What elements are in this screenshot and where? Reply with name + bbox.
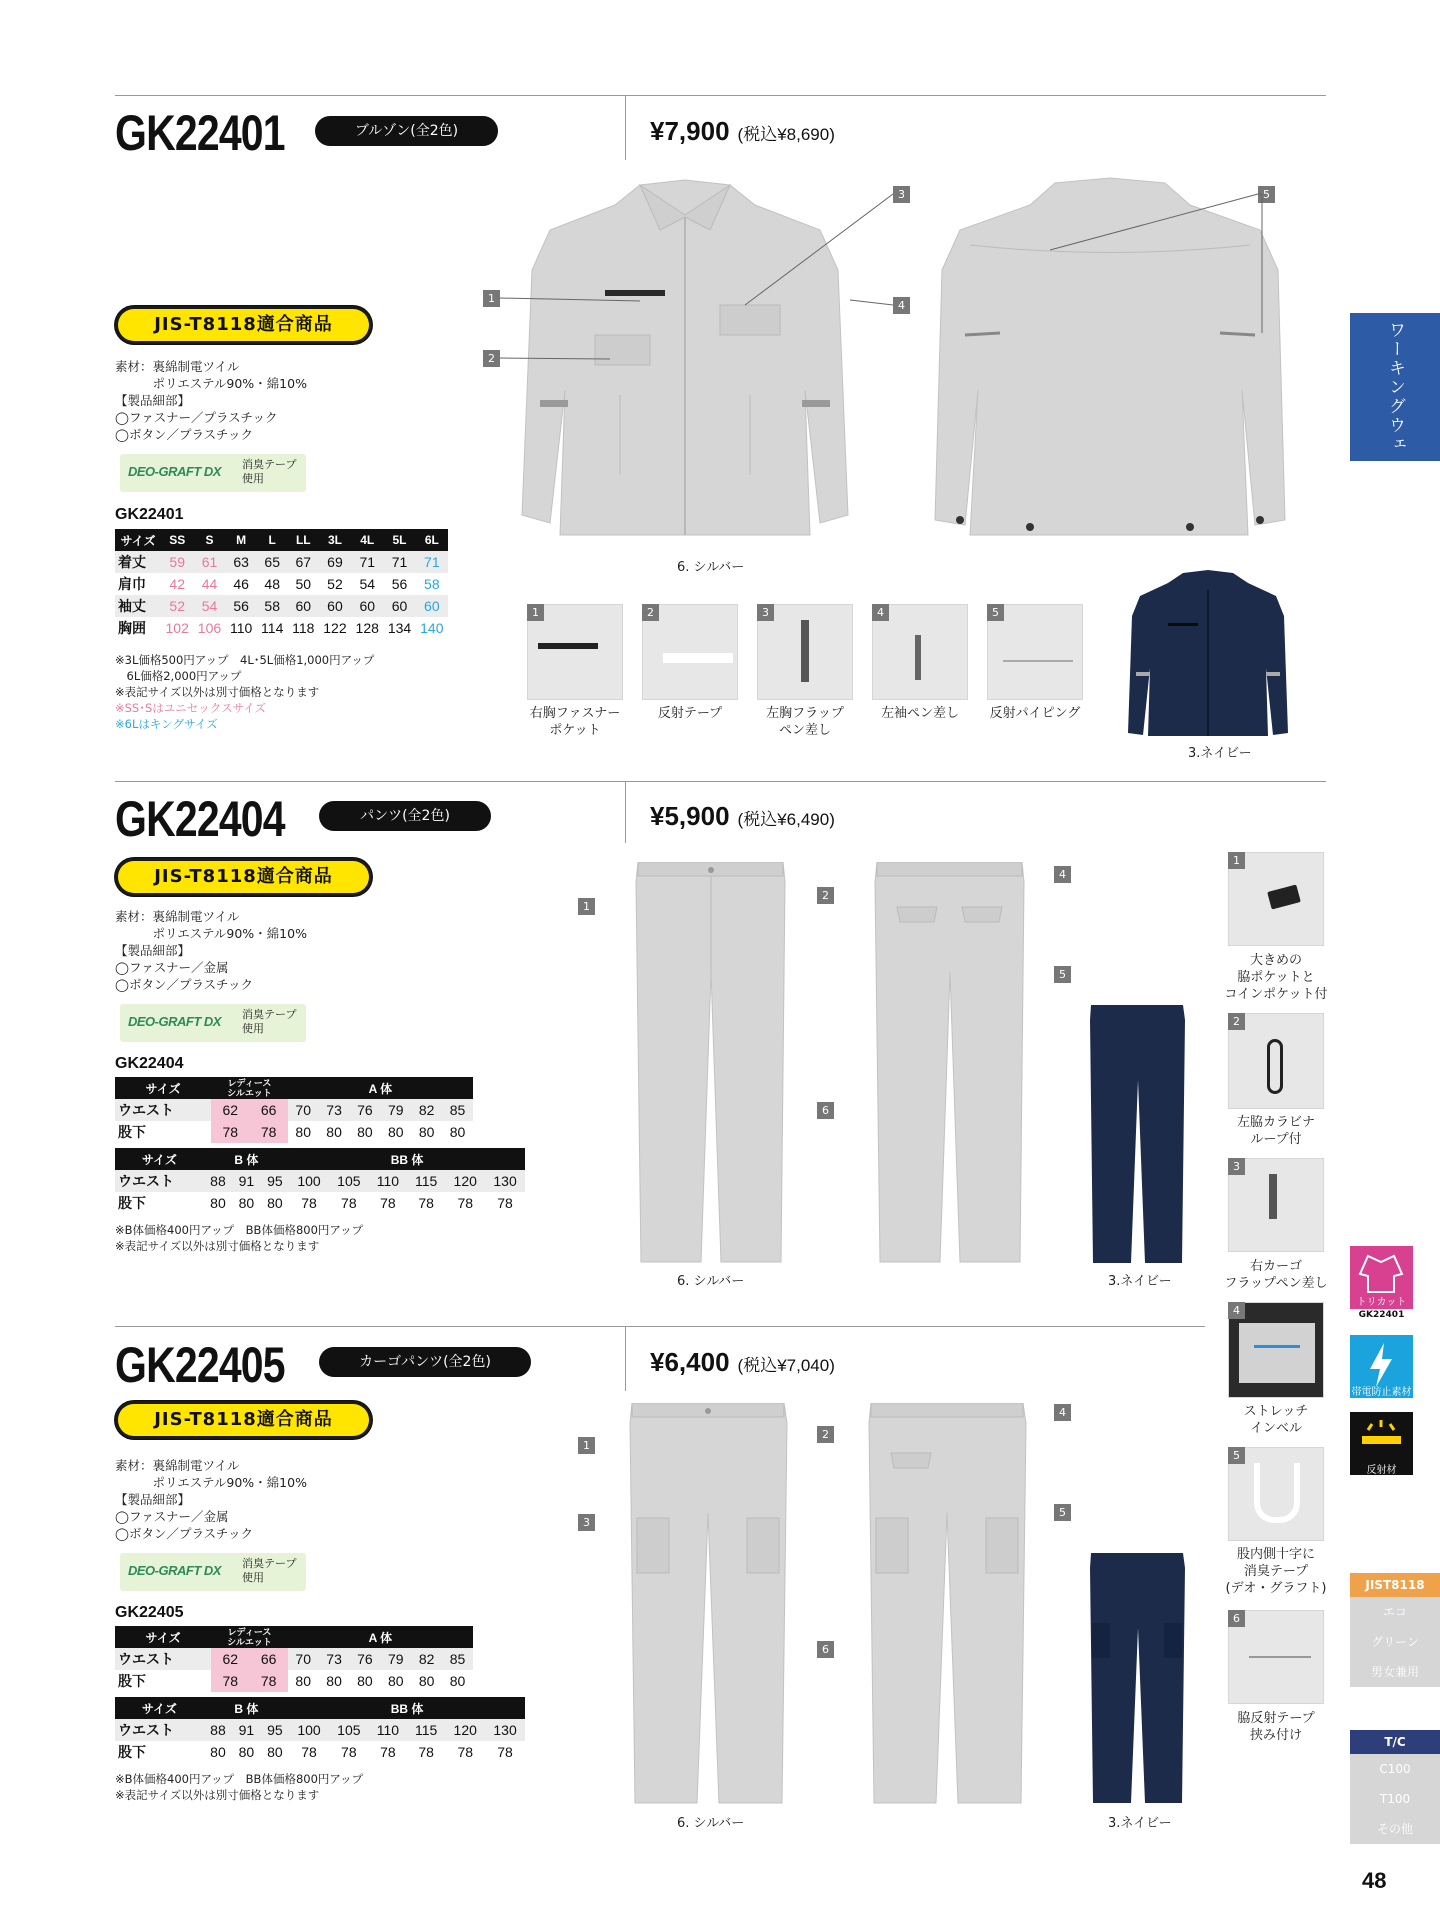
pants-b-size-table: サイズ B 体 BB 体 ウエスト 88 91 95 100 105 110 115 120 130 股下 80 80 80 78 78 78 78 78 78 bbox=[115, 1148, 525, 1214]
detail-caption: 脇反射テープ 挟み付け bbox=[1237, 1711, 1315, 1743]
detail-caption: 右カーゴ フラップペン差し bbox=[1224, 1259, 1328, 1291]
product-code: GK22401 bbox=[115, 105, 285, 161]
color-label: 6. シルバー bbox=[677, 1274, 745, 1289]
detail-caption: 左胸フラップ ペン差し bbox=[766, 706, 844, 738]
color-label: 6. シルバー bbox=[677, 560, 745, 575]
page-number: 48 bbox=[1362, 1868, 1387, 1893]
pants-back-photo bbox=[872, 862, 1027, 1267]
cargo-a-size-table: サイズ レディース シルエット A 体 ウエスト 62 66 70 73 76 79 82 85 股下 78 78 80 80 80 80 80 80 bbox=[115, 1626, 473, 1692]
detail-caption: 左脇カラビナ ループ付 bbox=[1236, 1115, 1315, 1147]
spec-tab-group: エコ グリーン 男女兼用 bbox=[1350, 1597, 1440, 1687]
detail-caption: 反射パイピング bbox=[989, 706, 1081, 721]
table-row: ウエスト 62 66 70 73 76 79 82 85 bbox=[115, 1648, 473, 1670]
product-type-pill: パンツ(全2色) bbox=[319, 801, 491, 831]
detail-caption: 右胸ファスナー ポケット bbox=[529, 706, 621, 738]
color-label: 6. シルバー bbox=[677, 1816, 745, 1831]
pants-front-photo bbox=[633, 862, 788, 1267]
product-type-pill: カーゴパンツ(全2色) bbox=[319, 1347, 531, 1377]
table-row: 袖丈 52 54 56 58 60 60 60 60 60 bbox=[115, 595, 448, 617]
deo-graft-logo: DEO-GRAFT DX bbox=[128, 1563, 221, 1578]
spec-tab-group: C100 T100 その他 bbox=[1350, 1754, 1440, 1844]
deo-graft-badge: DEO-GRAFT DX 消臭テープ 使用 bbox=[120, 454, 306, 492]
table-row: 股下 80 80 80 78 78 78 78 78 78 bbox=[118, 1744, 513, 1760]
table-row: ウエスト 88 91 95 100 105 110 115 120 130 bbox=[115, 1719, 525, 1741]
size-notes: ※B体価格400円アップ BB体価格800円アップ ※表記サイズ以外は別寸価格となります bbox=[115, 1772, 364, 1802]
detail-caption: 股内側十字に 消臭テープ (デオ・グラフト) bbox=[1225, 1547, 1327, 1596]
detail-caption: 左袖ペン差し bbox=[880, 706, 959, 721]
detail-caption: ストレッチ インベル bbox=[1243, 1404, 1309, 1436]
detail-caption: 大きめの 脇ポケットと コインポケット付 bbox=[1224, 953, 1328, 1002]
price: ¥6,400 (税込¥7,040) bbox=[650, 1347, 835, 1377]
size-table-title: GK22401 bbox=[115, 506, 184, 523]
jis-badge: JIS-T8118適合商品 bbox=[115, 858, 372, 896]
pants-navy-photo bbox=[1088, 1005, 1186, 1267]
callout-5: 5 bbox=[1258, 186, 1275, 203]
table-row: 肩巾 42 44 46 48 50 52 54 56 58 bbox=[118, 576, 440, 592]
table-row: ウエスト 88 91 95 100 105 110 115 120 130 bbox=[115, 1170, 525, 1192]
jis-badge: JIS-T8118適合商品 bbox=[115, 306, 372, 344]
jacket-navy-photo bbox=[1128, 568, 1288, 738]
size-table-title: GK22405 bbox=[115, 1604, 184, 1621]
detail-caption: 反射テープ bbox=[657, 706, 723, 721]
material-info: 素材：裏綿制電ツイル ポリエステル90%・綿10% 【製品細部】 ◯ファスナー／プラスチック ◯ボタン／プラスチック bbox=[115, 359, 307, 442]
color-label: 3.ネイビー bbox=[1108, 1816, 1172, 1831]
color-label: 3.ネイビー bbox=[1188, 746, 1252, 761]
deo-graft-logo: DEO-GRAFT DX bbox=[128, 464, 221, 479]
table-row: 股下 78 78 80 80 80 80 80 80 bbox=[115, 1121, 473, 1143]
product-type-pill: ブルゾン(全2色) bbox=[315, 116, 498, 146]
cargo-back-photo bbox=[866, 1403, 1028, 1808]
pants-a-size-table: サイズ レディース シルエット A 体 ウエスト 62 66 70 73 76 79 82 85 股下 78 78 80 80 80 80 80 80 bbox=[115, 1077, 473, 1143]
spec-tab-jis: JIST8118 bbox=[1350, 1573, 1440, 1597]
jis-badge: JIS-T8118適合商品 bbox=[115, 1401, 372, 1439]
price: ¥5,900 (税込¥6,490) bbox=[650, 801, 835, 831]
product-code: GK22405 bbox=[115, 1337, 285, 1393]
callout-4: 4 bbox=[893, 297, 910, 314]
cargo-front-photo bbox=[627, 1403, 789, 1808]
material-info: 素材：裏綿制電ツイル ポリエステル90%・綿10% 【製品細部】 ◯ファスナー／金属 ◯ボタン／プラスチック bbox=[115, 1458, 307, 1541]
color-label: 3.ネイビー bbox=[1108, 1274, 1172, 1289]
callout-1: 1 bbox=[483, 290, 500, 307]
size-table-title: GK22404 bbox=[115, 1055, 184, 1072]
size-notes: ※B体価格400円アップ BB体価格800円アップ ※表記サイズ以外は別寸価格となります bbox=[115, 1223, 364, 1253]
callout-3: 3 bbox=[893, 186, 910, 203]
section-divider bbox=[115, 1326, 1205, 1327]
section-divider bbox=[115, 781, 1326, 782]
table-row: ウエスト 62 66 70 73 76 79 82 85 bbox=[115, 1099, 473, 1121]
cargo-b-size-table: サイズ B 体 BB 体 ウエスト 88 91 95 100 105 110 115 120 130 股下 80 80 80 78 78 78 78 78 78 bbox=[115, 1697, 525, 1763]
size-notes: ※3L価格500円アップ 4L･5L価格1,000円アップ 6L価格2,000円アップ ※表記サイズ以外は別寸価格となります ※SS･Sはユニセックスサイズ ※6Lはキングサイズ bbox=[115, 653, 375, 731]
deo-graft-badge: DEO-GRAFT DX 消臭テープ 使用 bbox=[120, 1004, 306, 1042]
category-tab[interactable]: ワーキングウェア bbox=[1350, 313, 1440, 461]
jacket-size-table: サイズ SS S M L LL 3L 4L 5L 6L 着丈 59 61 63 65 67 69 71 71 71 肩巾 42 44 46 48 50 52 54 56 58 袖丈 52 54 56 58 60 60 60 60 60 胸囲 102 106 110 114 118 122 128 134 140 bbox=[115, 529, 448, 639]
table-row: 股下 78 78 80 80 80 80 80 80 bbox=[115, 1670, 473, 1692]
deo-graft-badge: DEO-GRAFT DX 消臭テープ 使用 bbox=[120, 1553, 306, 1591]
price: ¥7,900 (税込¥8,690) bbox=[650, 116, 835, 146]
section-vdivider bbox=[625, 781, 626, 843]
table-row: 胸囲 102 106 110 114 118 122 128 134 140 bbox=[118, 620, 444, 636]
spec-tab-tc: T/C bbox=[1350, 1730, 1440, 1754]
deo-graft-logo: DEO-GRAFT DX bbox=[128, 1014, 221, 1029]
material-info: 素材：裏綿制電ツイル ポリエステル90%・綿10% 【製品細部】 ◯ファスナー／金属 ◯ボタン／プラスチック bbox=[115, 909, 307, 992]
callout-2: 2 bbox=[483, 350, 500, 367]
product-code: GK22404 bbox=[115, 791, 285, 847]
table-row: 着丈 59 61 63 65 67 69 71 71 71 bbox=[115, 551, 448, 573]
section-vdivider bbox=[625, 1326, 626, 1391]
cargo-navy-photo bbox=[1088, 1553, 1186, 1807]
table-row: 股下 80 80 80 78 78 78 78 78 78 bbox=[118, 1195, 513, 1211]
